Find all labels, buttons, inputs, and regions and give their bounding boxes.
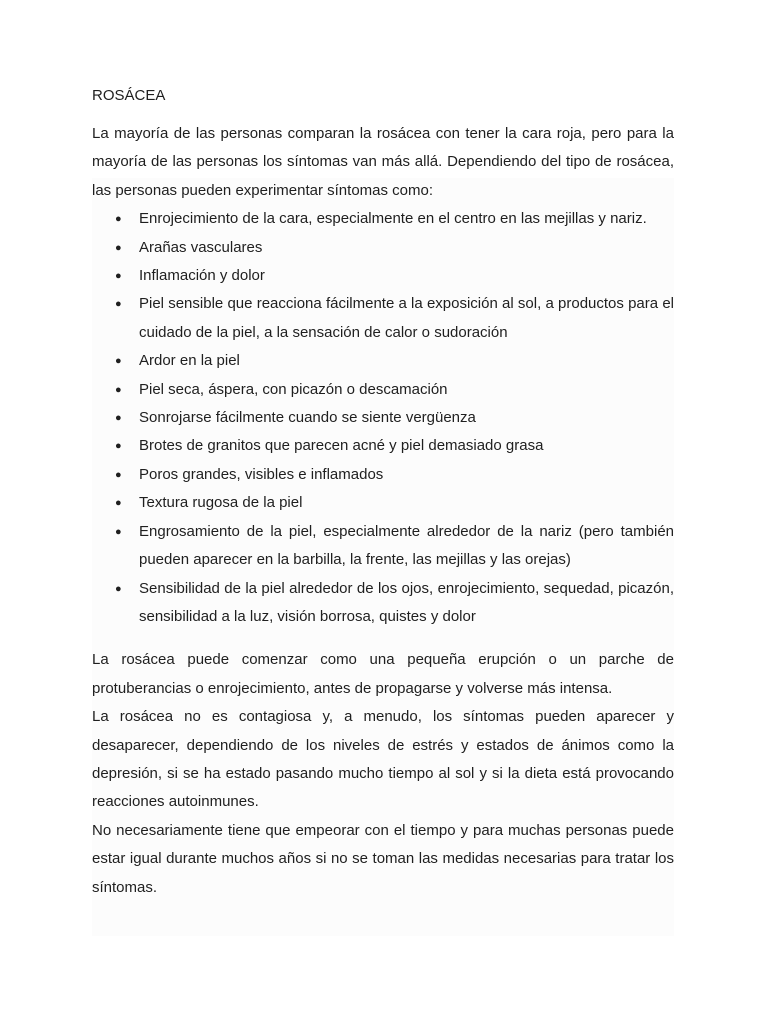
bullet-icon: ● [115, 525, 122, 538]
list-item [115, 432, 674, 460]
bullet-icon: ● [115, 440, 122, 453]
list-item-text: Inflamación y dolor [139, 267, 265, 285]
document-content [92, 82, 674, 902]
list-item-text: Piel sensible que reacciona fácilmente a la exposición al sol, a productos para el cuidado de la piel, a la sensación de calor o sudoración [139, 295, 674, 341]
document-page [92, 82, 674, 902]
list-item-text: Sonrojarse fácilmente cuando se siente vergüenza [139, 409, 476, 427]
list-item [115, 290, 674, 347]
list-item-text: Enrojecimiento de la cara, especialmente en el centro en las mejillas y nariz. [139, 210, 647, 228]
bullet-icon: ● [115, 468, 122, 481]
list-item [115, 489, 674, 517]
list-item-text: Ardor en la piel [139, 352, 240, 370]
bullet-icon: ● [115, 383, 122, 396]
bullet-icon: ● [115, 241, 122, 254]
list-item [115, 262, 674, 290]
bullet-icon: ● [115, 270, 122, 283]
list-item [115, 205, 674, 233]
list-item-text: Poros grandes, visibles e inflamados [139, 465, 384, 483]
symptom-list [92, 205, 674, 631]
list-item-text: Textura rugosa de la piel [139, 494, 303, 512]
bullet-icon: ● [115, 298, 122, 311]
list-item [115, 518, 674, 575]
bullet-icon: ● [115, 355, 122, 368]
list-item-text: Sensibilidad de la piel alrededor de los ojos, enrojecimiento, sequedad, picazón, sensibilidad a la luz, visión borrosa, quistes y dolor [139, 579, 674, 625]
intro-paragraph: La mayoría de las personas comparan la rosácea con tener la cara roja, pero para la mayoría de las personas los síntomas van más allá. Dependiendo del tipo de rosácea, las personas pueden experimentar síntomas como: [92, 125, 674, 199]
body-paragraph: La rosácea puede comenzar como una pequeña erupción o un parche de protuberancias o enrojecimiento, antes de propagarse y volverse más intensa. [92, 651, 674, 697]
body-paragraph: No necesariamente tiene que empeorar con el tiempo y para muchas personas puede estar igual durante muchos años si no se toman las medidas necesarias para tratar los síntomas. [92, 821, 674, 896]
list-item-text: Engrosamiento de la piel, especialmente alrededor de la nariz (pero también pueden aparecer en la barbilla, la frente, las mejillas y las orejas) [139, 522, 674, 569]
bullet-icon: ● [115, 582, 122, 595]
body-paragraph: La rosácea no es contagiosa y, a menudo, los síntomas pueden aparecer y desaparecer, dependiendo de los niveles de estrés y estados de ánimos como la depresión, si se ha estado pasando mucho tiempo al sol y si la dieta está provocando reacciones autoinmunes. [92, 708, 674, 811]
list-item-text: Arañas vasculares [139, 238, 263, 256]
list-item [115, 575, 674, 632]
list-item [115, 234, 674, 262]
list-item [115, 347, 674, 375]
bullet-icon: ● [115, 213, 122, 226]
list-item [115, 404, 674, 432]
document-title: ROSÁCEA [92, 87, 166, 104]
list-item [115, 376, 674, 404]
list-item-text: Piel seca, áspera, con picazón o descamación [139, 380, 448, 398]
bullet-icon: ● [115, 497, 122, 510]
list-item-text: Brotes de granitos que parecen acné y piel demasiado grasa [139, 437, 544, 455]
bullet-icon: ● [115, 412, 122, 425]
list-item [115, 461, 674, 489]
